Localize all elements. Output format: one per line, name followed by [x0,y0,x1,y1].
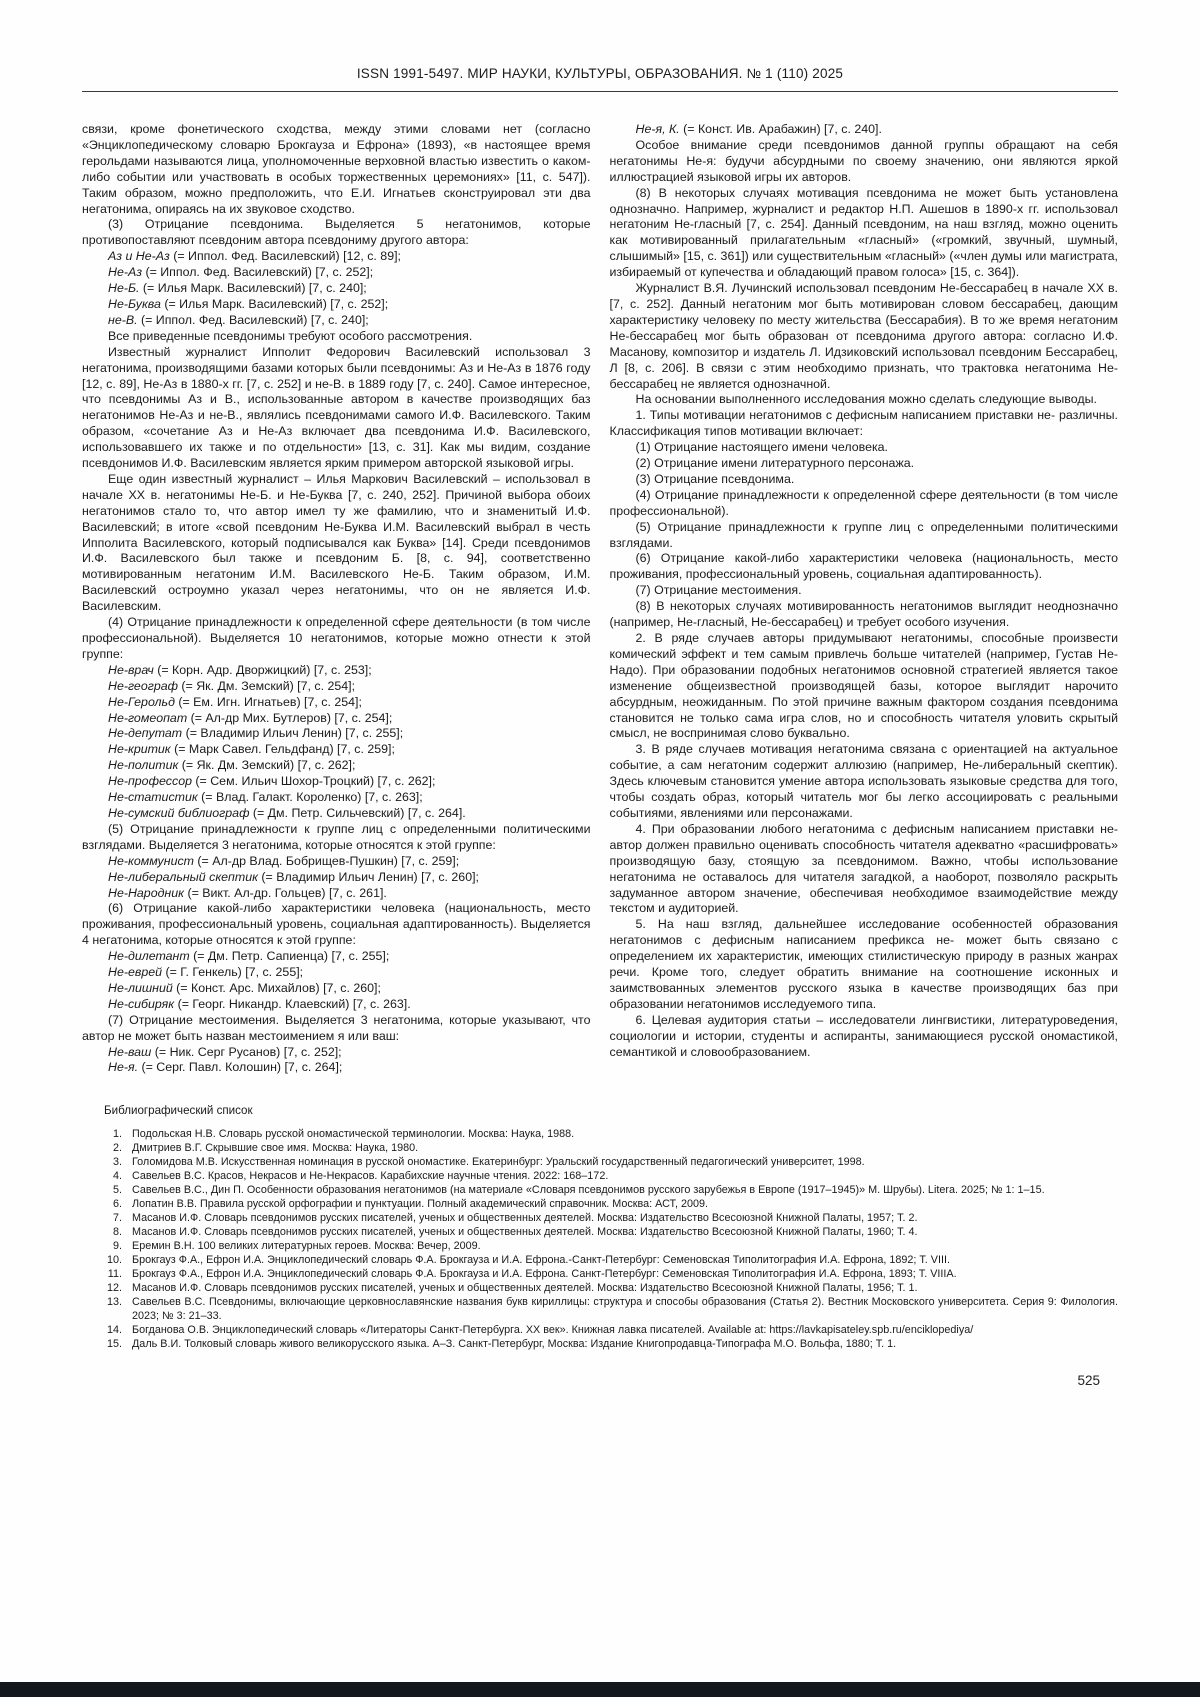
pseudonym-name: Не-сумский библиограф [108,805,250,820]
paragraph: Журналист В.Я. Лучинский использовал псевдоним Не-бессарабец в начале XX в. [7, с. 252]. Данный негатоним мог быть мотивирован словом бессарабец, дающим характеристику человеку по месту жительства (Бессарабия). В то же время негатоним Не-бессарабец мог быть образован от псевдонима другого автора: согласно И.Ф. Масанову, композитор и издатель Л. Идзиковский использовал псевдоним Бессарабец, Л [8, с. 206]. В связи с этим необходимо признать, что трактовка негатонима Не-бессарабец не является однозначной. [609,281,1118,391]
paragraph: На основании выполненного исследования можно сделать следующие выводы. [635,392,1097,407]
pseudonym-name: Не-критик [108,742,171,757]
pseudonym-entry: Не-профессор (= Сем. Ильич Шохор-Троцкий) [7, с. 262]; [108,774,436,789]
pseudonym-name: Не-статистик [108,790,198,805]
pseudonym-name: Не-Б. [108,281,140,296]
bibliography-title: Библиографический список [104,1104,253,1118]
pseudonym-name: не-В. [108,312,138,327]
pseudonym-name: Аз и Не-Аз [108,249,170,264]
bibliography-item: Масанов И.Ф. Словарь псевдонимов русских писателей, ученых и общественных деятелей. Москва: Издательство Всесоюзной Книжной Палаты, 1960; Т. 4. [132,1226,918,1239]
pseudonym-entry: Не-Народник (= Викт. Ал-др. Гольцев) [7, с. 261]. [108,885,387,900]
right-column [610,122,1119,1076]
paragraph: 2. В ряде случаев авторы придумывают негатонимы, способные произвести комический эффект и тем самым привлечь больше читателей (например, Густав Не-Надо). При образовании подобных негатонимов основной стратегией является такое изменение общеизвестной производящей базы, которое выглядит нарочито абсурдным, неожиданным. По этой причине важным фактором создания псевдонима становится не только сама игра слов, но и способность читателя уловить скрытый смысл, не воспринимая слово буквально. [609,631,1118,741]
paragraph: (4) Отрицание принадлежности к определенной сфере деятельности (в том числе профессиональной). Выделяется 10 негатонимов, которые можно отнести к этой группе: [82,615,591,661]
bibliography-item: Дмитриев В.Г. Скрывшие свое имя. Москва: Наука, 1980. [132,1142,419,1155]
page-header [0,0,1200,92]
paragraph: (4) Отрицание принадлежности к определенной сфере деятельности (в том числе профессиональной). [609,487,1118,518]
paragraph: Особое внимание среди псевдонимов данной группы обращают на себя негатонимы Не-я: будучи абсурдными по своему значению, они являются яркой иллюстрацией языковой игры их авторов. [609,137,1118,184]
pseudonym-name: Не-Буква [108,296,161,311]
pseudonym-entry: Аз и Не-Аз (= Иппол. Фед. Василевский) [12, с. 89]; [108,249,401,264]
pseudonym-name: Не-Герольд [108,694,175,709]
paragraph: (7) Отрицание местоимения. Выделяется 3 негатонима, которые указывают, что автор не может быть назван местоимением я или ваш: [82,1012,591,1043]
paragraph: 4. При образовании любого негатонима с дефисным написанием приставки не- автор должен правильно оценивать способность читателя адекватно «расшифровать» производящую базу, стоящую за псевдонимом. Важно, чтобы использование негатонима не оставалось для читателя загадкой, а наоборот, позволяло раскрыть задуманное автором значение, обеспечивая необходимое взаимодействие между текстом и аудиторией. [609,821,1118,916]
pseudonym-entry: Не-врач (= Корн. Адр. Дворжицкий) [7, с. 253]; [108,662,372,677]
paragraph: Известный журналист Ипполит Федорович Василевский использовал 3 негатонима, производящими базами которых были псевдонимы: Аз и Не-Аз в 1876 году [12, с. 89], Не-Аз в 1880-х гг. [7, с. 252] и не-В. в 1889 году [7, с. 240]. Самое интересное, что псевдонимы Аз и В., использованные автором в качестве производящих баз негатонимов Не-Аз и не-В., являлись псевдонимами самого И.Ф. Василевского. Таким образом, «сочетание Аз и Не-Аз включает два псевдонима И.Ф. Василевского, использовавшего их также и по отдельности» [13, с. 31]. Как мы видим, создание псевдонимов И.Ф. Василевским является ярким примером авторской языковой игры. [82,344,591,471]
pseudonym-name: Не-географ [108,678,178,693]
bibliography-item: Даль В.И. Толковый словарь живого великорусского языка. А–З. Санкт-Петербург, Москва: Издание Книгопродавца-Типографа М.О. Вольфа, 1880; Т. 1. [132,1338,897,1351]
pseudonym-name: Не-еврей [108,965,162,980]
article-body [82,122,1118,1076]
paragraph: (6) Отрицание какой-либо характеристики человека (национальность, место проживания, профессиональный уровень, социальная адаптированность). Выделяется 4 негатонима, которые относятся к этой группе: [82,901,591,948]
pseudonym-name: Не-лишний [108,980,173,995]
paragraph: 1. Типы мотивации негатонимов с дефисным написанием приставки не- различны. Классификация типов мотивации включает: [609,408,1118,439]
journal-title-line: ISSN 1991-5497. МИР НАУКИ, КУЛЬТУРЫ, ОБРАЗОВАНИЯ. № 1 (110) 2025 [356,66,844,81]
pseudonym-name: Не-депутат [108,726,183,741]
paragraph: 6. Целевая аудитория статьи – исследователи лингвистики, литературоведения, социологии и истории, студенты и аспиранты, занимающиеся русской ономастикой, семантикой и словообразованием. [609,1012,1118,1059]
pseudonym-entry: Не-ваш (= Ник. Серг Русанов) [7, с. 252]; [108,1044,342,1059]
pseudonym-entry: Не-сумский библиограф (= Дм. Петр. Сильчевский) [7, с. 264]. [108,805,466,820]
pseudonym-entry: Не-либеральный скептик (= Владимир Ильич Ленин) [7, с. 260]; [108,869,479,884]
pseudonym-name: Не-я, К. [635,122,680,136]
paragraph: 3. В ряде случаев мотивация негатонима связана с ориентацией на актуальное событие, а сам негатоним содержит аллюзию (например, Не-либеральный скептик). Здесь ключевым становится умение автора использовать языковые средства для того, чтобы создать образ, который читатель мог бы легко ассоциировать с реальными событиями, явлениями или персонажами. [609,742,1118,820]
paragraph: (8) В некоторых случаях мотивация псевдонима не может быть установлена однозначно. Например, журналист и редактор Н.П. Ашешов в 1890-х гг. использовал негатоним Не-гласный [7, с. 254]. Данный псевдоним, на наш взгляд, можно оценить как мотивированный прилагательным «гласный» («громкий, звучный, шумный, слышимый» [15, с. 361]) или существительным «гласный» («член думы или магистрата, избираемый от купечества и обладающий правом голоса» [15, с. 364]). [609,185,1118,280]
pseudonym-entry: Не-дилетант (= Дм. Петр. Сапиенца) [7, с. 255]; [108,949,390,964]
bibliography-item: Савельев В.С., Дин П. Особенности образования негатонимов (на материале «Словаря псевдонимов русского зарубежья в Европе (1917–1945)» М. Шрубы). Litera. 2025; № 1: 1–15. [132,1184,1045,1197]
pseudonym-name: Не-либеральный скептик [108,869,258,884]
bibliography-list [104,1127,1118,1351]
bibliography-item: Подольская Н.В. Словарь русской ономастической терминологии. Москва: Наука, 1988. [132,1128,575,1141]
pseudonym-entry: Не-Герольд (= Ем. Игн. Игнатьев) [7, с. 254]; [108,694,362,709]
pseudonym-name: Не-Народник [108,885,184,900]
pseudonym-entry: Не-Б. (= Илья Марк. Василевский) [7, с. 240]; [108,281,367,296]
bibliography-item: Богданова О.В. Энциклопедический словарь «Литераторы Санкт-Петербурга. XX век». Книжная лавка писателей. Available at: https://lavkapisateley.spb.ru/enciklopediya/ [132,1324,974,1337]
pseudonym-name: Не-гомеопат [108,710,188,725]
paragraph: (6) Отрицание какой-либо характеристики человека (национальность, место проживания, профессиональный уровень, социальная адаптированность). [609,551,1118,582]
pseudonym-entry: Не-критик (= Марк Савел. Гельдфанд) [7, с. 259]; [108,742,395,757]
bibliography-item: Голомидова М.В. Искусственная номинация в русской ономастике. Екатеринбург: Уральский государственный педагогический университет, 1998. [132,1156,865,1169]
page-number: 525 [1077,1373,1100,1389]
bibliography-item: Масанов И.Ф. Словарь псевдонимов русских писателей, ученых и общественных деятелей. Москва: Издательство Всесоюзной Книжной Палаты, 1957; Т. 2. [132,1212,918,1225]
pseudonym-entry: Не-Аз (= Иппол. Фед. Василевский) [7, с. 252]; [108,265,374,280]
pseudonym-entry: Не-я, К. (= Конст. Ив. Арабажин) [7, с. 240]. [635,122,882,136]
pseudonym-entry: Не-сибиряк (= Георг. Никандр. Клаевский) [7, с. 263]. [108,996,411,1011]
paragraph: (3) Отрицание псевдонима. [635,471,795,486]
pseudonym-entry: Не-статистик (= Влад. Галакт. Короленко) [7, с. 263]; [108,790,423,805]
left-column [82,122,591,1076]
header-rule [82,91,1118,92]
paragraph: (2) Отрицание имени литературного персонажа. [635,456,915,471]
bibliography-item: Савельев В.С. Красов, Некрасов и Не-Некрасов. Карабихские научные чтения. 2022: 168–172. [132,1170,609,1183]
bibliography-item: Савельев В.С. Псевдонимы, включающие церковнославянские названия букв кириллицы: структура и способы образования (Статья 2). Вестник Московского университета. Серия 9: Филология. 2023; № 3: 21–33. [132,1296,1118,1323]
pseudonym-entry: Не-географ (= Як. Дм. Земский) [7, с. 254]; [108,678,356,693]
pseudonym-entry: Не-я. (= Серг. Павл. Колошин) [7, с. 264]; [108,1060,343,1075]
paragraph: (7) Отрицание местоимения. [635,583,802,598]
paragraph: (8) В некоторых случаях мотивированность негатонимов выглядит неоднозначно (например, Не-гласный, Не-бессарабец) и требует особого изучения. [609,599,1118,630]
pseudonym-entry: Не-депутат (= Владимир Ильич Ленин) [7, с. 255]; [108,726,404,741]
paragraph: (5) Отрицание принадлежности к группе лиц с определенными политическими взглядами. Выделяется 3 негатонима, которые относятся к этой группе: [82,821,591,852]
scan-edge-bar [0,1682,1200,1697]
pseudonym-entry: Не-политик (= Як. Дм. Земский) [7, с. 262]; [108,758,356,773]
bibliography-item: Еремин В.Н. 100 великих литературных героев. Москва: Вечер, 2009. [132,1240,481,1253]
bibliography-item: Брокгауз Ф.А., Ефрон И.А. Энциклопедический словарь Ф.А. Брокгауза и И.А. Ефрона. Санкт-Петербург: Семеновская Типолитография И.А. Ефрона, 1893; Т. VIIIA. [132,1268,957,1281]
paragraph: связи, кроме фонетического сходства, между этими словами нет (согласно «Энциклопедическому словарю Брокгауза и Ефрона» (1893), «в настоящее время герольдами называются лица, уполномоченные верховной властью известить о каком-либо событии или участвовать в особых торжественных церемониях» [11, с. 547]). Таким образом, можно предположить, что Е.И. Игнатьев сконструировал эти два негатонима, опираясь на их звуковое сходство. [82,122,591,216]
bibliography-item: Брокгауз Ф.А., Ефрон И.А. Энциклопедический словарь Ф.А. Брокгауза и И.А. Ефрона.-Санкт-Петербург: Семеновская Типолитография И.А. Ефрона, 1892; Т. VIII. [132,1254,951,1267]
pseudonym-name: Не-дилетант [108,949,190,964]
pseudonym-name: Не-я. [108,1060,139,1075]
pseudonym-name: Не-ваш [108,1044,152,1059]
pseudonym-entry: Не-коммунист (= Ал-др Влад. Бобрищев-Пушкин) [7, с. 259]; [108,853,460,868]
pseudonym-entry: Не-гомеопат (= Ал-др Мих. Бутлеров) [7, с. 254]; [108,710,393,725]
paragraph: (5) Отрицание принадлежности к группе лиц с определенными политическими взглядами. [609,519,1118,550]
paragraph: Еще один известный журналист – Илья Маркович Василевский – использовал в начале XX в. негатонимы Не-Б. и Не-Буква [7, с. 240, 252]. Причиной выбора обоих негатонимов стало то, что автор имел ту же фамилию, что и знаменитый И.Ф. Василевский; в итоге «свой псевдоним Не-Буква И.М. Василевский выбрал в честь Ипполита Василевского, который подписывался как Буква» [14]. Среди псевдонимов И.Ф. Василевского был также и псевдоним Б. [8, с. 94], соответственно мотивированным негатоним И.М. Василевского Не-Б. Таким образом, И.М. Василевский остроумно указал через негатонимы, что он не является И.Ф. Василевским. [82,471,591,614]
pseudonym-name: Не-Аз [108,265,142,280]
paragraph: (3) Отрицание псевдонима. Выделяется 5 негатонимов, которые противопоставляют псевдоним автора псевдониму другого автора: [82,217,591,248]
pseudonym-name: Не-профессор [108,774,192,789]
paragraph: (1) Отрицание настоящего имени человека. [635,440,888,455]
pseudonym-entry: Не-еврей (= Г. Генкель) [7, с. 255]; [108,965,304,980]
bibliography-item: Лопатин В.В. Правила русской орфографии и пунктуации. Полный академический справочник. Москва: АСТ, 2009. [132,1198,708,1211]
bibliography-item: Масанов И.Ф. Словарь псевдонимов русских писателей, ученых и общественных деятелей. Москва: Издательство Всесоюзной Книжной Палаты, 1956; Т. 1. [132,1282,918,1295]
pseudonym-name: Не-коммунист [108,853,194,868]
pseudonym-entry: Не-Буква (= Илья Марк. Василевский) [7, с. 252]; [108,296,389,311]
bibliography-section [104,1104,1118,1351]
paragraph: 5. На наш взгляд, дальнейшее исследование особенностей образования негатонимов с дефисным написанием префикса не- может быть связано с определением их характеристик, имеющих стилистическую природу в разных жанрах речи. Кроме того, следует обратить внимание на соотношение исконных и заимствованных элементов русского языка в качестве производящих баз при образовании негатонимов исследуемого типа. [609,917,1118,1011]
pseudonym-name: Не-политик [108,758,179,773]
pseudonym-name: Не-сибиряк [108,996,175,1011]
paragraph: Все приведенные псевдонимы требуют особого рассмотрения. [108,328,473,343]
pseudonym-entry: не-В. (= Иппол. Фед. Василевский) [7, с. 240]; [108,312,369,327]
pseudonym-entry: Не-лишний (= Конст. Арс. Михайлов) [7, с. 260]; [108,980,381,995]
pseudonym-name: Не-врач [108,662,154,677]
